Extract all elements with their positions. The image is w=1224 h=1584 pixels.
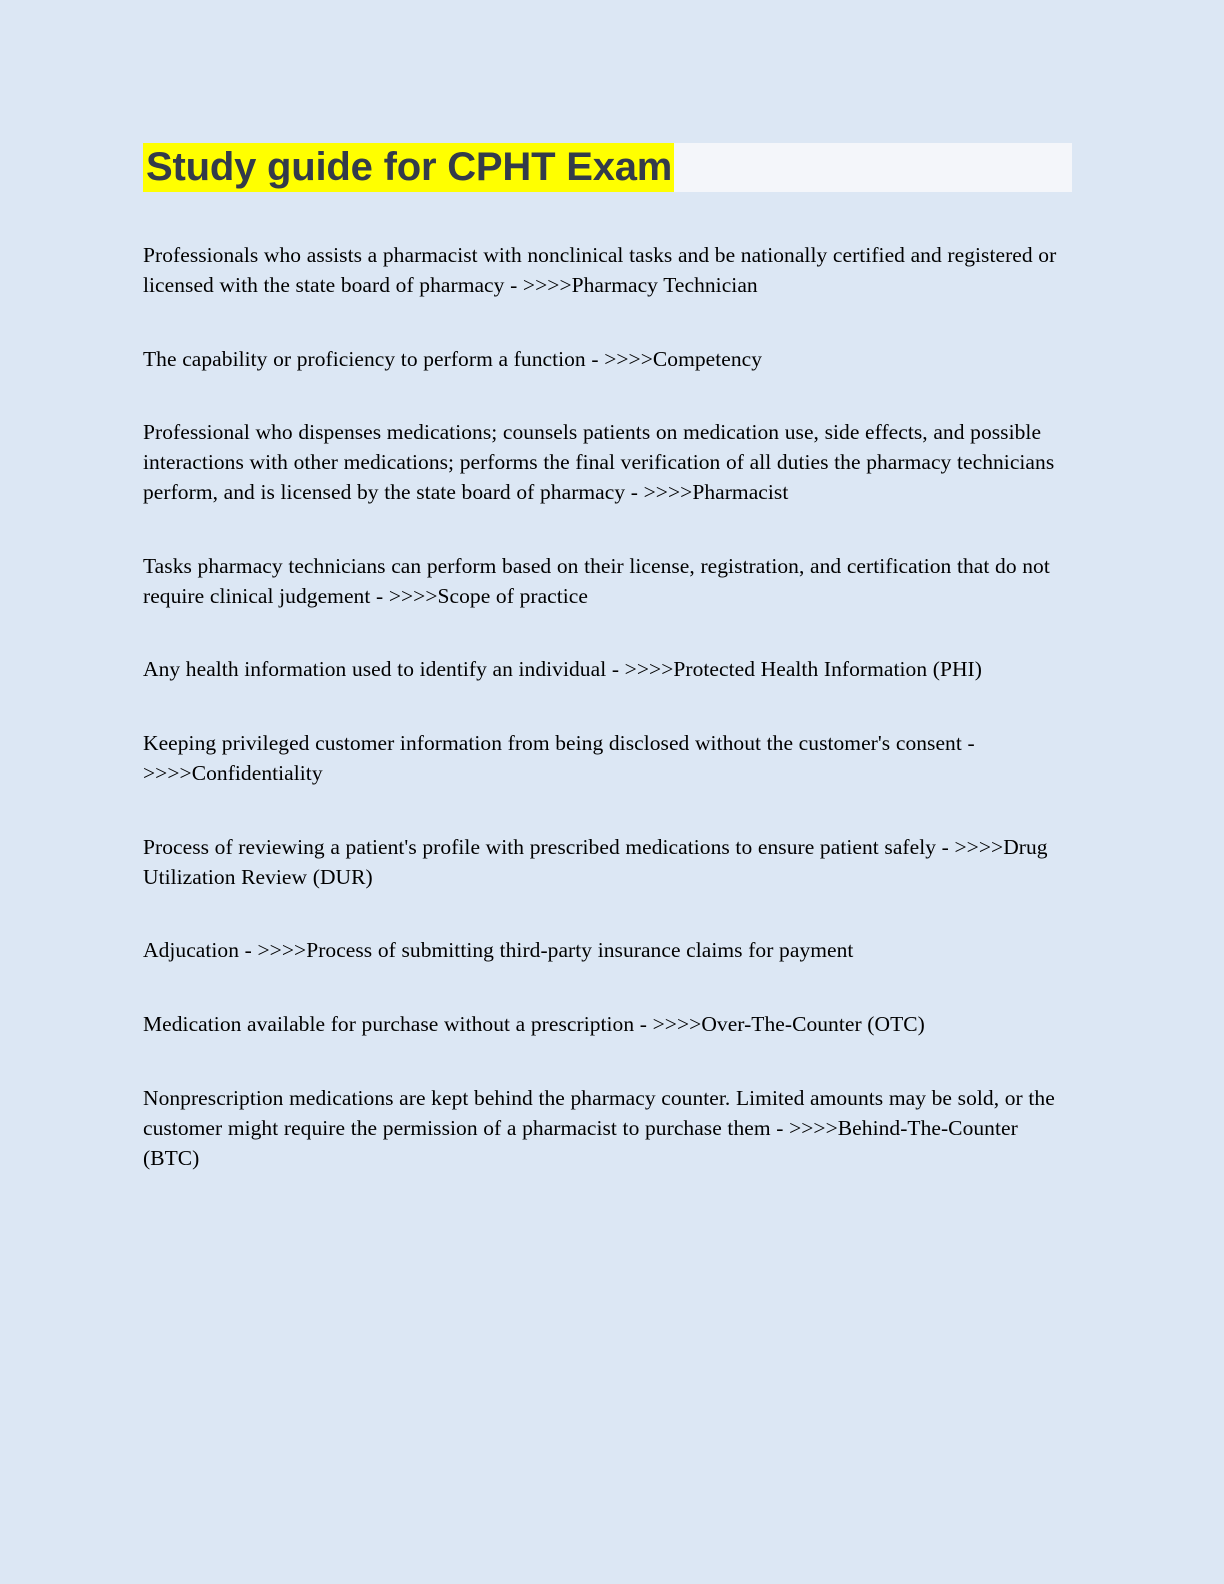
qa-entry: Professional who dispenses medications; counsels patients on medication use, side effects, and possible interactions with other medications; performs the final verification of all duties the pharmacy technicians perform, and is licensed by the state board of pharmacy - >>>>Pharmacist xyxy=(143,420,1055,504)
qa-entry: The capability or proficiency to perform a function - >>>>Competency xyxy=(143,346,763,371)
qa-entry: Professionals who assists a pharmacist with nonclinical tasks and be nationally certified and registered or licensed with the state board of pharmacy - >>>>Pharmacy Technician xyxy=(143,243,1057,297)
qa-entry: Any health information used to identify an individual - >>>>Protected Health Information (PHI) xyxy=(143,657,982,682)
qa-entry: Nonprescription medications are kept behind the pharmacy counter. Limited amounts may be sold, or the customer might require the permission of a pharmacist to purchase them - >>>>Behind-The-Counter (BTC) xyxy=(143,1085,1055,1170)
title-band xyxy=(143,143,1072,192)
page-title: Study guide for CPHT Exam xyxy=(143,143,674,192)
study-guide-entries xyxy=(143,241,1075,1173)
qa-entry: Adjucation - >>>>Process of submitting third-party insurance claims for payment xyxy=(143,938,854,963)
qa-entry: Tasks pharmacy technicians can perform based on their license, registration, and certification that do not require clinical judgement - >>>>Scope of practice xyxy=(143,553,1050,608)
qa-entry: Process of reviewing a patient's profile with prescribed medications to ensure patient safely - >>>>Drug Utilization Review (DUR) xyxy=(143,834,1048,889)
qa-entry: Keeping privileged customer information from being disclosed without the customer's consent - >>>>Confidentiality xyxy=(143,731,975,785)
qa-entry: Medication available for purchase without a prescription - >>>>Over-The-Counter (OTC) xyxy=(143,1012,925,1037)
